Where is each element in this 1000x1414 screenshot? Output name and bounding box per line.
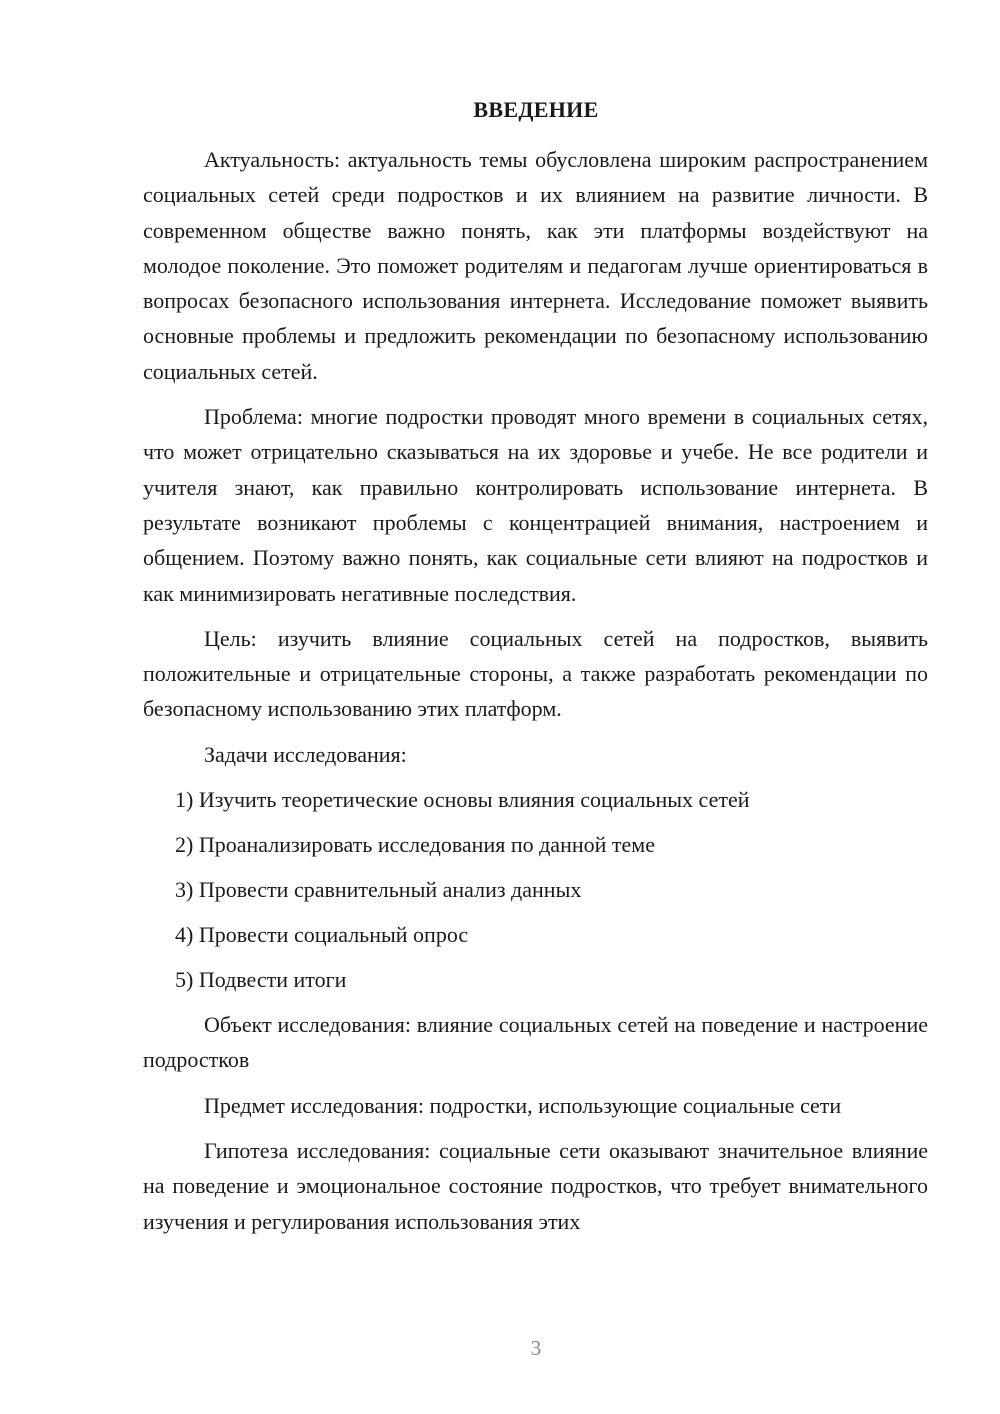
paragraph-spacer xyxy=(143,1123,928,1133)
hypothesis-paragraph: Гипотеза исследования: социальные сети оказывают значительное влияние на поведение и эмоциональное состояние подростков, что требует внимательного изучения и регулирования использования этих xyxy=(143,1137,928,1234)
task-item: 2) Проанализировать исследования по данной теме xyxy=(175,832,655,858)
task-item: 4) Провести социальный опрос xyxy=(175,922,469,948)
list-spacer xyxy=(143,952,928,962)
document-body xyxy=(143,142,928,1239)
subject-paragraph: Предмет исследования: подростки, использующие социальные сети xyxy=(204,1092,842,1118)
paragraph-spacer xyxy=(143,1078,928,1088)
paragraph-spacer xyxy=(143,997,928,1007)
page-number: 3 xyxy=(530,1336,542,1360)
list-spacer xyxy=(143,817,928,827)
tasks-heading: Задачи исследования: xyxy=(204,741,407,767)
paragraph-spacer xyxy=(143,389,928,399)
object-paragraph: Объект исследования: влияние социальных сетей на поведение и настроение подростков xyxy=(143,1012,928,1073)
paragraph-spacer xyxy=(143,611,928,621)
list-spacer xyxy=(143,907,928,917)
list-spacer xyxy=(143,772,928,782)
task-item: 3) Провести сравнительный анализ данных xyxy=(175,877,582,903)
relevance-paragraph: Актуальность: актуальность темы обусловлена широким распространением социальных сетей среди подростков и их влиянием на развитие личности. В современном обществе важно понять, как эти платформы воздействуют на молодое поколение. Это поможет родителям и педагогам лучше ориентироваться в вопросах безопасного использования интернета. Исследование поможет выявить основные проблемы и предложить рекомендации по безопасному использованию социальных сетей. xyxy=(143,147,928,384)
task-item: 1) Изучить теоретические основы влияния социальных сетей xyxy=(175,787,750,813)
task-item: 5) Подвести итоги xyxy=(175,967,347,993)
goal-paragraph: Цель: изучить влияние социальных сетей на подростков, выявить положительные и отрицательные стороны, а также разработать рекомендации по безопасному использованию этих платформ. xyxy=(143,625,928,722)
paragraph-spacer xyxy=(143,727,928,737)
problem-paragraph: Проблема: многие подростки проводят много времени в социальных сетях, что может отрицательно сказываться на их здоровье и учебе. Не все родители и учителя знают, как правильно контролировать использование интернета. В результате возникают проблемы с концентрацией внимания, настроением и общением. Поэтому важно понять, как социальные сети влияют на подростков и как минимизировать негативные последствия. xyxy=(143,404,928,606)
list-spacer xyxy=(143,862,928,872)
document-title: ВВЕДЕНИЕ xyxy=(473,97,599,122)
